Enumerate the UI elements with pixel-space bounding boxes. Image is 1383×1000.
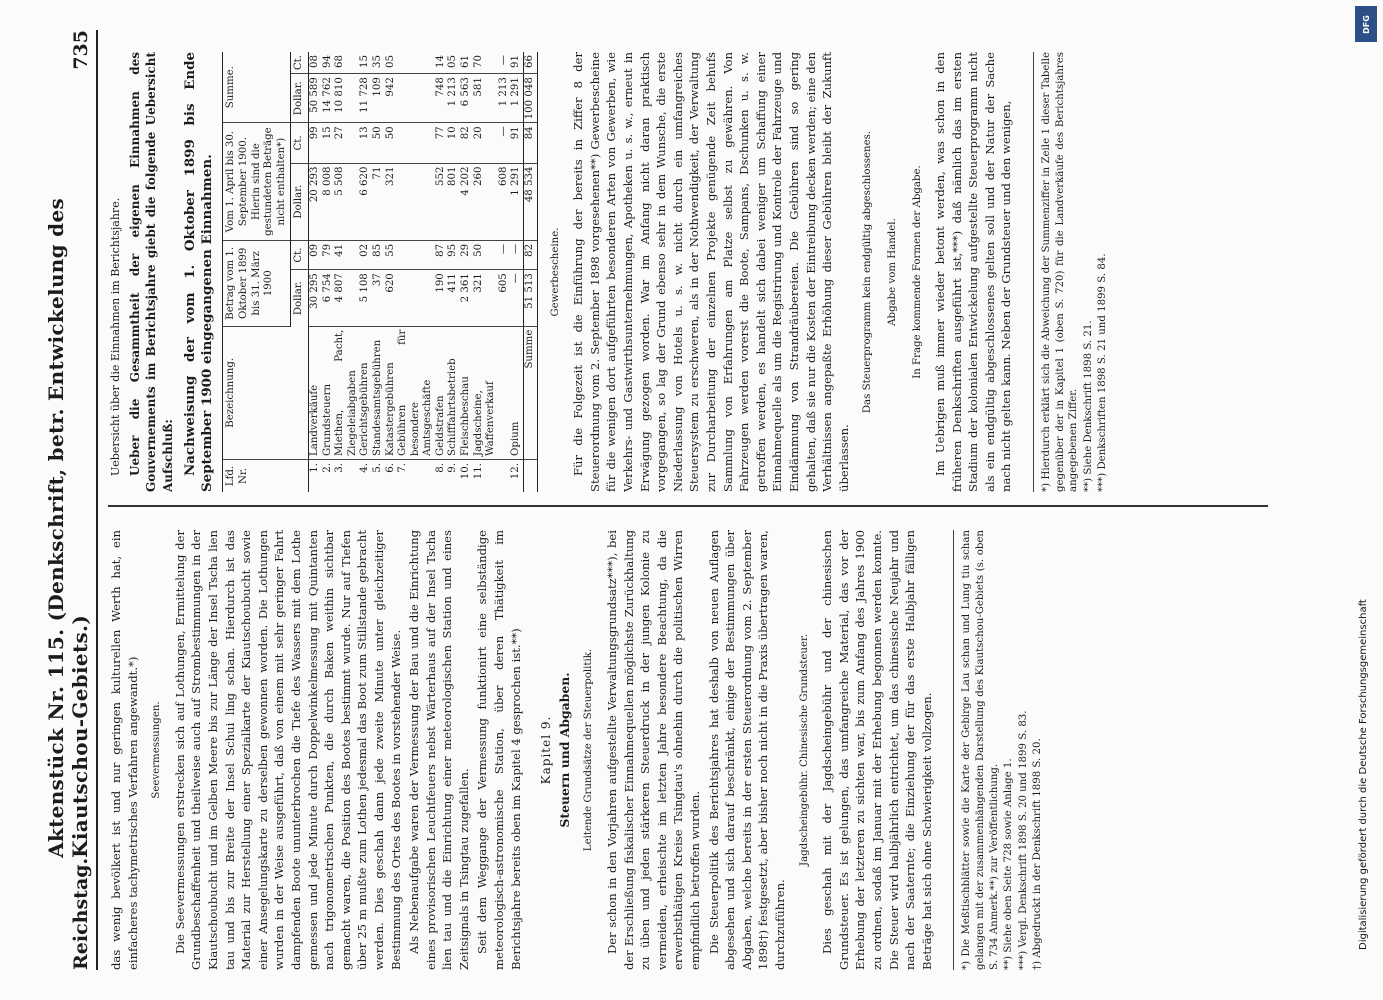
cell-a-ct: 55: [385, 240, 398, 269]
row-label: Standesamtsgebühren: [372, 326, 385, 459]
cell-total-ct: 08: [308, 52, 321, 74]
paragraph: Der schon in den Vorjahren aufgestellte Verwaltungsgrundsatz***), bei der Erschließung fiskalischer Einnahmequellen möglichste Zurückhaltung zu üben und jeden stärkeren Steuerdruck in der jungen Kolonie zu vermeiden, erheischte im letzten Jahre besondere Beachtung, da die erwerbsthätigen Kreise Tsingtau's ohnehin durch die politischen Wirren empfindlich betroffen wurden.: [605, 530, 702, 970]
row-label: Jagdscheine, Waffenverkauf: [473, 326, 498, 459]
cell-b-ct: 20: [473, 123, 498, 163]
cell-a-ct: 50: [473, 240, 498, 269]
unit-dollar: Dollar.: [291, 163, 309, 240]
cell-b-ct: 15: [322, 123, 335, 163]
cell-b-dollar: 71: [372, 163, 385, 240]
row-number: [498, 460, 511, 493]
digitization-note: Digitalisierung gefördert durch die Deutsche Forschungsgemeinschaft: [1358, 599, 1369, 950]
col-header-bezeichnung: Bezeichnung.: [223, 326, 309, 459]
row-number: 10.: [460, 463, 472, 480]
cell-total-ct: —: [498, 52, 511, 74]
table-row: [498, 52, 511, 492]
cell-b-dollar: 608: [498, 163, 511, 240]
header-title: Aktenstück Nr. 115. (Denkschrift, betr. Entwickelung des Kiautschou-Gebiets.): [44, 197, 92, 858]
cell-total-dollar: 14 762: [322, 74, 335, 123]
sum-total-ct: 66: [524, 52, 538, 74]
footnotes: [953, 530, 1045, 970]
paragraph: Für die Folgezeit ist die Einführung der bereits in Ziffer 8 der Steuerordnung vom 2. September 1898 vorgesehenen**) Gewerbescheine für die wenigen dort aufgeführten besonderen Arten von Gewerben, wie Verkehrs- und Gastwirthsunternehmungen, Apotheken u. s. w., erneut in Erwägung gezogen worden. War im Anfang nicht daran praktisch vorgegangen, so lag der Grund ebenso sehr in dem Wunsche, die erste Niederlassung von Hotels u. s. w. nicht durch ein umfangreiches Steuersystem zu erschweren, als in der Nothwendigkeit, der Verwaltung zur Durcharbeitung der einzelnen Projekte genügende Zeit behufs Sammlung von Erfahrungen am Platze selbst zu gewähren. Von Fahrzeugen werden vorerst die Boote, Sampans, Dschunken u. s. w. getroffen werden, es handelt sich dabei weniger um Schaffung einer Einnahmequelle als um die Registrirung und Kontrole der Fahrzeuge und Eindämmung von Strandräubereien. Die Gebühren sind so gering gehalten, daß sie nur die Kosten der Eintreibung decken werden; eine den Verhältnissen angepaßte Erhöhung dieser Gebühren bleibt der Zukunft überlassen.: [571, 52, 851, 492]
table-row: [372, 52, 385, 492]
row-number: 2.: [321, 463, 333, 473]
section-heading: Abgabe vom Handel.: [886, 218, 898, 326]
cell-total-dollar: 10 810: [334, 74, 359, 123]
cell-a-ct: 41: [334, 240, 359, 269]
cell-a-dollar: 4 807: [334, 270, 359, 326]
cell-a-dollar: —: [510, 270, 523, 326]
cell-b-dollar: 552: [435, 163, 448, 240]
cell-total-ct: 91: [510, 52, 523, 74]
footnote: **) Siehe oben Seite 728 sowie Anlage 1.: [1003, 758, 1015, 970]
row-label: Geldstrafen: [435, 326, 448, 459]
row-number: 3.: [334, 463, 346, 473]
table-title: Nachweisung der vom 1. Oktober 1899 bis Ende September 1900 eingegangenen Einnahmen.: [182, 52, 216, 492]
cell-a-dollar: [397, 270, 435, 326]
cell-total-dollar: 50 589: [308, 74, 321, 123]
cell-total-ct: 15: [359, 52, 372, 74]
row-number: 11.: [472, 463, 484, 480]
table-row: [510, 52, 523, 492]
section-heading: Leitende Grundsätze der Steuerpolitik.: [583, 648, 595, 852]
col-header-betrag: Betrag vom 1. Oktober 1899 bis 31. März 1900: [223, 240, 291, 326]
revenue-table: [222, 52, 537, 492]
cell-a-ct: 09: [308, 240, 321, 269]
row-label: Grundsteuern: [322, 326, 335, 459]
cell-b-ct: 77: [435, 123, 448, 163]
lead-paragraph: Ueber die Gesammtheit der eigenen Einnahmen des Gouvernements im Berichtsjahre giebt die folgende Uebersicht Aufschluß:: [127, 52, 175, 492]
sum-a-ct: 82: [524, 240, 538, 269]
unit-dollar: Dollar.: [291, 270, 309, 326]
cell-b-ct: 27: [334, 123, 359, 163]
cell-a-dollar: 6 754: [322, 270, 335, 326]
footnote: ***) Vergl. Denkschrift 1898 S. 20 und 1899 S. 83.: [1017, 710, 1029, 970]
cell-a-dollar: 37: [372, 270, 385, 326]
row-number: 5.: [371, 463, 383, 473]
footnotes: [1033, 52, 1110, 492]
cell-b-ct: 13: [359, 123, 372, 163]
cell-total-ct: 35: [372, 52, 385, 74]
cell-total-dollar: 1 213: [447, 74, 460, 123]
cell-total-ct: 68: [334, 52, 359, 74]
footnote: *) Die Meßtischblätter sowie die Karte der Gebirge Lau schan und Lung tiu schan gelangen mit der zusammenhängenden Darstellung des Kiautschou-Gebiets (s. oben S. 734 Anmerk.**) zur Veröffentlichung.: [961, 530, 1000, 970]
cell-a-dollar: 605: [498, 270, 511, 326]
unit-ct: Ct.: [291, 52, 309, 74]
footnote: **) Siehe Denkschrift 1898 S. 21.: [1082, 320, 1094, 492]
cell-total-dollar: 748: [435, 74, 448, 123]
footnote: ***) Denkschriften 1898 S. 21 und 1899 S. 84.: [1097, 253, 1109, 492]
section-heading: In Frage kommende Formen der Abgabe.: [911, 165, 923, 379]
cell-b-ct: 50: [385, 123, 398, 163]
chapter-title: Steuern und Abgaben.: [556, 672, 572, 828]
left-column: [108, 530, 1318, 970]
cell-b-dollar: 4 202: [460, 163, 473, 240]
cell-total-ct: 05: [447, 52, 460, 74]
paragraph: das wenig bevölkert ist und nur geringen kulturellen Werth hat, ein einfacheres tachymetrisches Verfahren angewandt.*): [109, 530, 140, 970]
section-heading: Seevermessungen.: [151, 701, 163, 799]
table-row: [322, 52, 335, 492]
cell-a-ct: —: [498, 240, 511, 269]
cell-a-ct: 95: [447, 240, 460, 269]
unit-dollar: Dollar.: [291, 74, 309, 123]
cell-b-ct: 10: [447, 123, 460, 163]
table-row: [435, 52, 448, 492]
cell-total-dollar: 1 213: [498, 74, 511, 123]
row-label: Fleischbeschau: [460, 326, 473, 459]
cell-b-dollar: 20 293: [308, 163, 321, 240]
row-label: Gerichtsgebühren: [359, 326, 372, 459]
row-number: 12.: [510, 463, 522, 480]
cell-total-ct: 70: [473, 52, 498, 74]
cell-total-dollar: 6 563: [460, 74, 473, 123]
row-label: Landverkäufe: [308, 326, 321, 459]
cell-total-dollar: [397, 74, 435, 123]
cell-total-dollar: 11 728: [359, 74, 372, 123]
cell-a-dollar: 321: [473, 270, 498, 326]
cell-b-ct: 99: [308, 123, 321, 163]
header-left: Reichstag.: [70, 857, 92, 970]
cell-b-dollar: 321: [385, 163, 398, 240]
section-heading: Gewerbescheine.: [549, 227, 561, 317]
chapter-number: Kapitel 9.: [539, 715, 554, 785]
cell-a-dollar: 411: [447, 270, 460, 326]
cell-b-dollar: [397, 163, 435, 240]
table-row: [359, 52, 372, 492]
table-row: [447, 52, 460, 492]
table-sum-row: [524, 52, 538, 492]
cell-total-dollar: 581: [473, 74, 498, 123]
table-row: [334, 52, 359, 492]
cell-a-ct: 87: [435, 240, 448, 269]
table-row: [397, 52, 435, 492]
cell-total-ct: 14: [435, 52, 448, 74]
cell-a-dollar: 5 108: [359, 270, 372, 326]
cell-b-dollar: 8 008: [322, 163, 335, 240]
section-heading: Uebersicht über die Einnahmen im Berichtsjahre.: [109, 197, 122, 476]
cell-total-ct: 61: [460, 52, 473, 74]
cell-b-ct: —: [498, 123, 511, 163]
document-page: [34, 30, 1334, 970]
paragraph: Seit dem Weggange der Vermessung funktionirt eine selbständige meteorologisch-astronomische Station, über deren Thätigkeit im Berichtsjahre bereits oben im Kapitel 4 gesprochen ist.**): [475, 530, 523, 970]
page-number: 735: [70, 30, 92, 70]
cell-b-dollar: 1 291: [510, 163, 523, 240]
cell-total-ct: 94: [322, 52, 335, 74]
section-heading: Das Steuerprogramm kein endgültig abgeschlossenes.: [862, 130, 874, 414]
paragraph: Dies geschah mit der Jagdscheingebühr und der chinesischen Grundsteuer. Es ist gelungen, das umfangreiche Material, das vor der Erhebung der letzteren zu sichten war, bis zum Anfang des Jahres 1900 zu ordnen, sodaß im Januar mit der Erhebung begonnen werden konnte. Die Steuer wird halbjährlich entrichtet, um das chinesische Neujahr und nach der Saaternte; die Einziehung der für das erste Halbjahr fälligen Beträge hat sich ohne Schwierigkeit vollzogen.: [820, 530, 934, 970]
cell-a-ct: —: [510, 240, 523, 269]
footnote: *) Hierdurch erklärt sich die Abweichung der Summenziffer in Zeile 1 dieser Tabelle gegenüber der in Kapitel 1 (oben S. 720) für die Landverkäufe des Berichtsjahres angegebenen Ziffer.: [1041, 52, 1080, 492]
footnote: †) Abgedruckt in der Denkschrift 1898 S. 20.: [1032, 738, 1044, 970]
sum-label: Summe: [524, 326, 538, 459]
cell-total-ct: [397, 52, 435, 74]
paragraph: Die Seevermessungen erstrecken sich auf Lothungen, Ermittelung der Grundbeschaffenheit und theilweise auch auf Strombestimmungen in der Kiautschoubucht und im Gelben Meere bis zur Länge der Insel Tscha lien tau und bis zur Breite der Insel Schui ling schan. Hierdurch ist das Material zur Herstellung einer Spezialkarte der Kiautschoubucht sowie einer Ansegelungskarte zu derselben gewonnen worden. Die Lothungen wurden in der Weise ausgeführt, daß von einem mit sehr geringer Fahrt dampfenden Boote ununterbrochen die Tiefe des Wassers mit dem Lothe gemessen und jede Minute durch Doppelwinkelmessung mit Quintanten nach trigonometrischen Punkten, die durch Baken weithin sichtbar gemacht waren, die Position des Bootes bestimmt wurde. Nur auf Tiefen über 25 m mußte zum Lothen jedesmal das Boot zum Stillstande gebracht werden. Dies geschah dann jede zweite Minute unter gleichzeitiger Bestimmung des Ortes des Bootes in vorstehender Weise.: [172, 530, 403, 970]
cell-total-dollar: 109: [372, 74, 385, 123]
row-number: 8.: [434, 463, 446, 473]
sum-a-dollar: 51 513: [524, 270, 538, 326]
cell-a-ct: 02: [359, 240, 372, 269]
row-label: Gebühren für besondere Amtsgeschäfte: [397, 326, 435, 459]
cell-a-dollar: 30 295: [308, 270, 321, 326]
cell-a-ct: [397, 240, 435, 269]
cell-a-ct: 85: [372, 240, 385, 269]
cell-a-ct: 79: [322, 240, 335, 269]
table-row: [308, 52, 321, 492]
paragraph: Die Steuerpolitik des Berichtsjahres hat deshalb von neuen Auflagen abgesehen und sich darauf beschränkt, einige der Bestimmungen über Abgaben, welche bereits in der ersten Steuerordnung vom 2. September 1898†) festgesetzt, aber bisher noch nicht in die Praxis übertragen waren, durchzuführen.: [706, 530, 787, 970]
table-row: [473, 52, 498, 492]
unit-ct: Ct.: [291, 240, 309, 269]
cell-b-ct: 82: [460, 123, 473, 163]
row-label: Katastergebühren: [385, 326, 398, 459]
dfg-logo: DFG: [1355, 6, 1377, 42]
cell-b-dollar: 260: [473, 163, 498, 240]
row-number: 9.: [447, 463, 459, 473]
cell-a-dollar: 620: [385, 270, 398, 326]
cell-b-ct: [397, 123, 435, 163]
row-label: [498, 326, 511, 459]
table-row: [385, 52, 398, 492]
cell-total-dollar: 1 291: [510, 74, 523, 123]
right-column: [108, 52, 1318, 492]
cell-a-ct: 29: [460, 240, 473, 269]
page-header: [44, 30, 98, 970]
cell-total-ct: 05: [385, 52, 398, 74]
unit-ct: Ct.: [291, 123, 309, 163]
cell-b-ct: 50: [372, 123, 385, 163]
column-divider: [108, 506, 1268, 508]
section-heading: Jagdscheingebühr. Chinesische Grundsteuer.: [798, 634, 810, 866]
sum-b-ct: 84: [524, 123, 538, 163]
col-header-nr: Lfd. Nr.: [223, 460, 309, 493]
col-header-april: Vom 1. April bis 30. September 1900. Hierin sind die gestundeten Beträge nicht enthalten*): [223, 123, 291, 241]
cell-a-dollar: 190: [435, 270, 448, 326]
row-number: 6.: [384, 463, 396, 473]
cell-b-dollar: 801: [447, 163, 460, 240]
paragraph: Im Uebrigen muß immer wieder betont werden, was schon in den früheren Denkschriften ausgeführt ist,***) daß nämlich das im ersten Stadium der kolonialen Entwickelung aufgestellte Steuerprogramm nicht als ein endgültig abgeschlossenes gelten soll und der Natur der Sache nach nicht gelten kann. Neben der Grundsteuer und den wenigen,: [933, 52, 1014, 492]
row-label: Miethen, Pacht, Ziegeleiabgaben: [334, 326, 359, 459]
cell-b-ct: 91: [510, 123, 523, 163]
col-header-summe: Summe.: [223, 52, 291, 123]
row-number: 4.: [359, 463, 371, 473]
cell-b-dollar: 6 620: [359, 163, 372, 240]
row-label: Schifffahrtsbetrieb: [447, 326, 460, 459]
paragraph: Als Nebenaufgabe waren der Vermessung der Bau und die Einrichtung eines provisorischen Leuchtfeuers nebst Wärterhaus auf der Insel Tscha lien tau und die Einrichtung einer meteorologischen Station und eines Zeitsignals in Tsingtau zugefallen.: [407, 530, 471, 970]
row-label: Opium: [510, 326, 523, 459]
sum-b-dollar: 48 534: [524, 163, 538, 240]
table-row: [460, 52, 473, 492]
cell-b-dollar: 5 508: [334, 163, 359, 240]
sum-total-dollar: 100 048: [524, 74, 538, 123]
row-number: 1.: [308, 463, 320, 473]
row-number: 7.: [397, 463, 409, 473]
cell-a-dollar: 2 361: [460, 270, 473, 326]
cell-total-dollar: 942: [385, 74, 398, 123]
